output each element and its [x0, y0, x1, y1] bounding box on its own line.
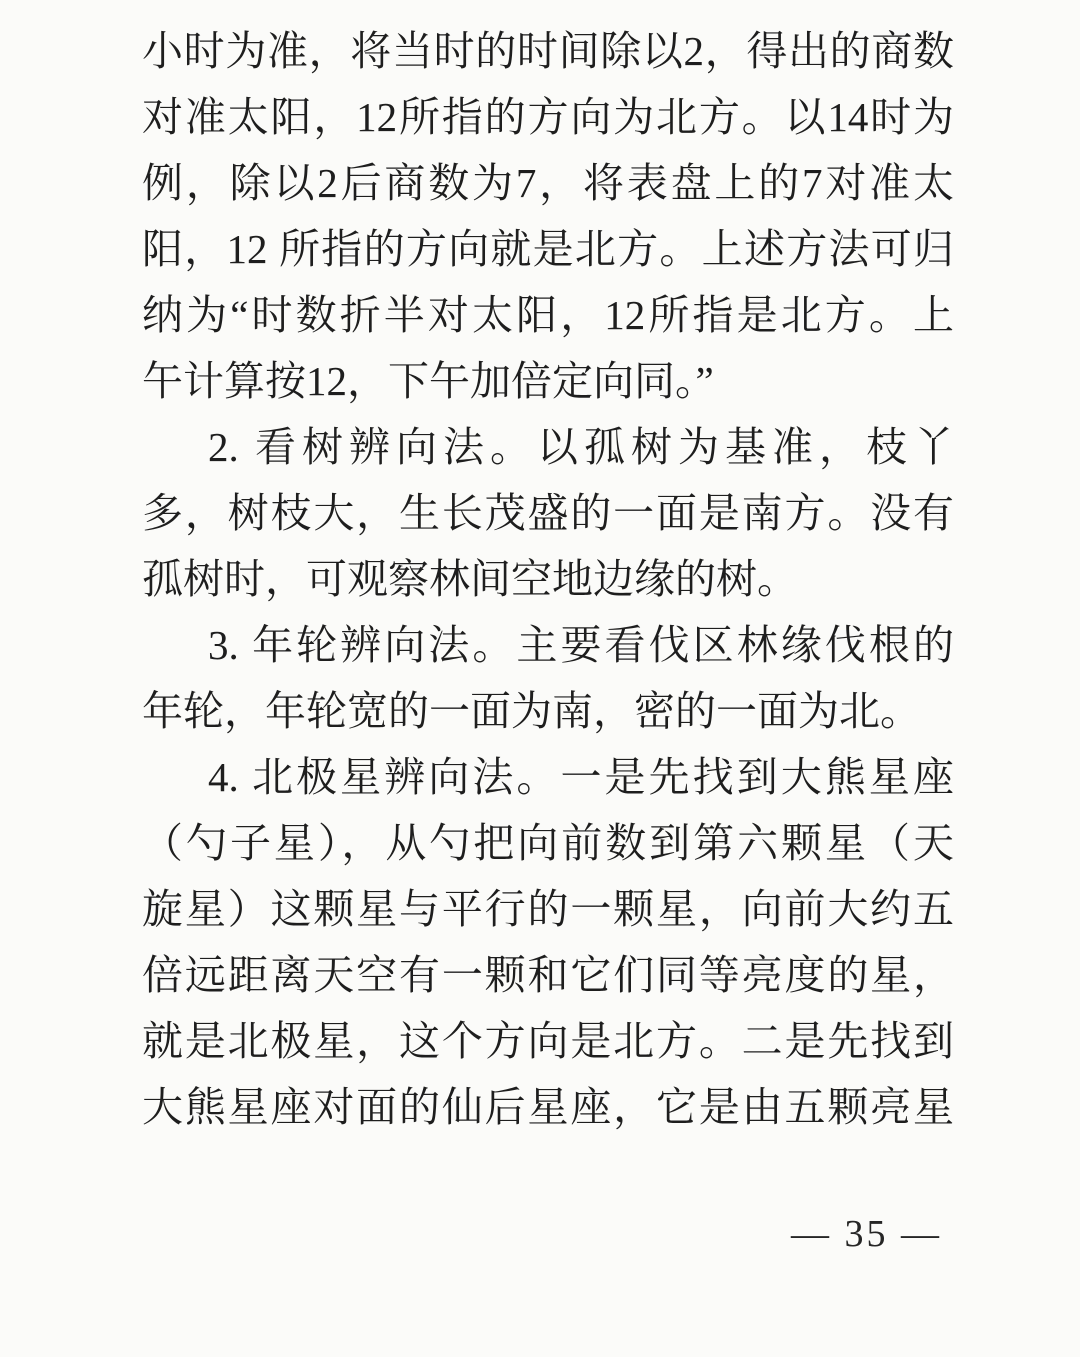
text-line-paragraph-start: 2. 看树辨向法。以孤树为基准，枝丫	[208, 424, 954, 470]
text-line: 年轮，年轮宽的一面为南，密的一面为北。	[142, 688, 921, 734]
text-line: 纳为“时数折半对太阳，12所指是北方。上	[142, 292, 954, 338]
text-line: 就是北极星，这个方向是北方。二是先找到	[142, 1018, 954, 1064]
text-line: 午计算按12，下午加倍定向同。”	[142, 358, 714, 404]
text-line: 多，树枝大，生长茂盛的一面是南方。没有	[142, 490, 954, 536]
page-number: — 35 —	[791, 1213, 942, 1255]
text-line: 大熊星座对面的仙后星座，它是由五颗亮星	[142, 1084, 954, 1130]
text-line-paragraph-start: 3. 年轮辨向法。主要看伐区林缘伐根的	[208, 622, 954, 668]
text-line: 例，除以2后商数为7，将表盘上的7对准太	[142, 160, 954, 206]
text-line: 小时为准，将当时的时间除以2，得出的商数	[142, 28, 954, 74]
text-line: 旋星）这颗星与平行的一颗星，向前大约五	[142, 886, 954, 932]
text-line: （勺子星），从勺把向前数到第六颗星（天	[142, 820, 954, 866]
text-line: 阳，12 所指的方向就是北方。上述方法可归	[142, 226, 954, 272]
page-footer	[0, 1212, 1080, 1256]
text-line: 倍远距离天空有一颗和它们同等亮度的星，	[142, 952, 954, 998]
text-line: 对准太阳，12所指的方向为北方。以14时为	[142, 94, 954, 140]
text-line: 孤树时，可观察林间空地边缘的树。	[142, 556, 798, 602]
text-line-paragraph-start: 4. 北极星辨向法。一是先找到大熊星座	[208, 754, 954, 800]
